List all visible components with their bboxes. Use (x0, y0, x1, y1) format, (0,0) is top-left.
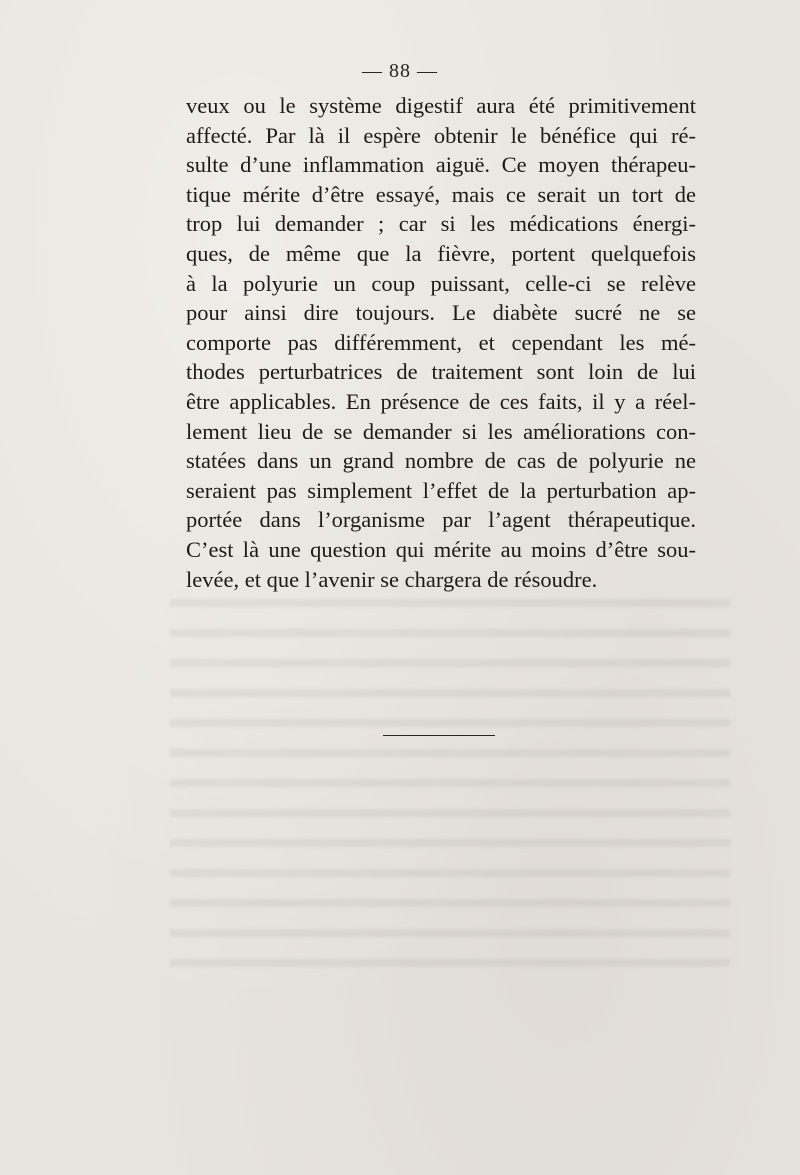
text-line: levée, et que l’avenir se chargera de résoudre. (186, 566, 598, 592)
text-line: comporte pas différemment, et cependant les mé- (186, 329, 696, 355)
text-line: sulte d’une inflammation aiguë. Ce moyen thérapeu- (186, 152, 696, 178)
text-line: affecté. Par là il espère obtenir le bénéfice qui ré- (186, 122, 696, 148)
show-through-texture (170, 585, 730, 975)
text-line: lement lieu de se demander si les améliorations con- (186, 418, 696, 444)
text-line: tique mérite d’être essayé, mais ce serait un tort de (186, 181, 696, 207)
text-line: C’est là une question qui mérite au moins d’être sou- (186, 536, 696, 562)
text-line: être applicables. En présence de ces faits, il y a réel- (186, 388, 696, 414)
text-line: à la polyurie un coup puissant, celle-ci se relève (186, 270, 696, 296)
text-line: portée dans l’organisme par l’agent thérapeutique. (186, 507, 696, 533)
text-line: pour ainsi dire toujours. Le diabète sucré ne se (186, 300, 696, 326)
text-line: ques, de même que la fièvre, portent quelquefois (186, 240, 696, 266)
page-number: — 88 — (362, 60, 438, 82)
section-end-rule (383, 735, 495, 736)
body-text (186, 91, 696, 594)
text-line: trop lui demander ; car si les médications énergi- (186, 211, 696, 237)
text-line: seraient pas simplement l’effet de la perturbation ap- (186, 477, 696, 503)
text-line: veux ou le système digestif aura été primitivement (186, 93, 696, 118)
text-line: thodes perturbatrices de traitement sont loin de lui (186, 359, 696, 385)
text-line: statées dans un grand nombre de cas de polyurie ne (186, 448, 696, 474)
